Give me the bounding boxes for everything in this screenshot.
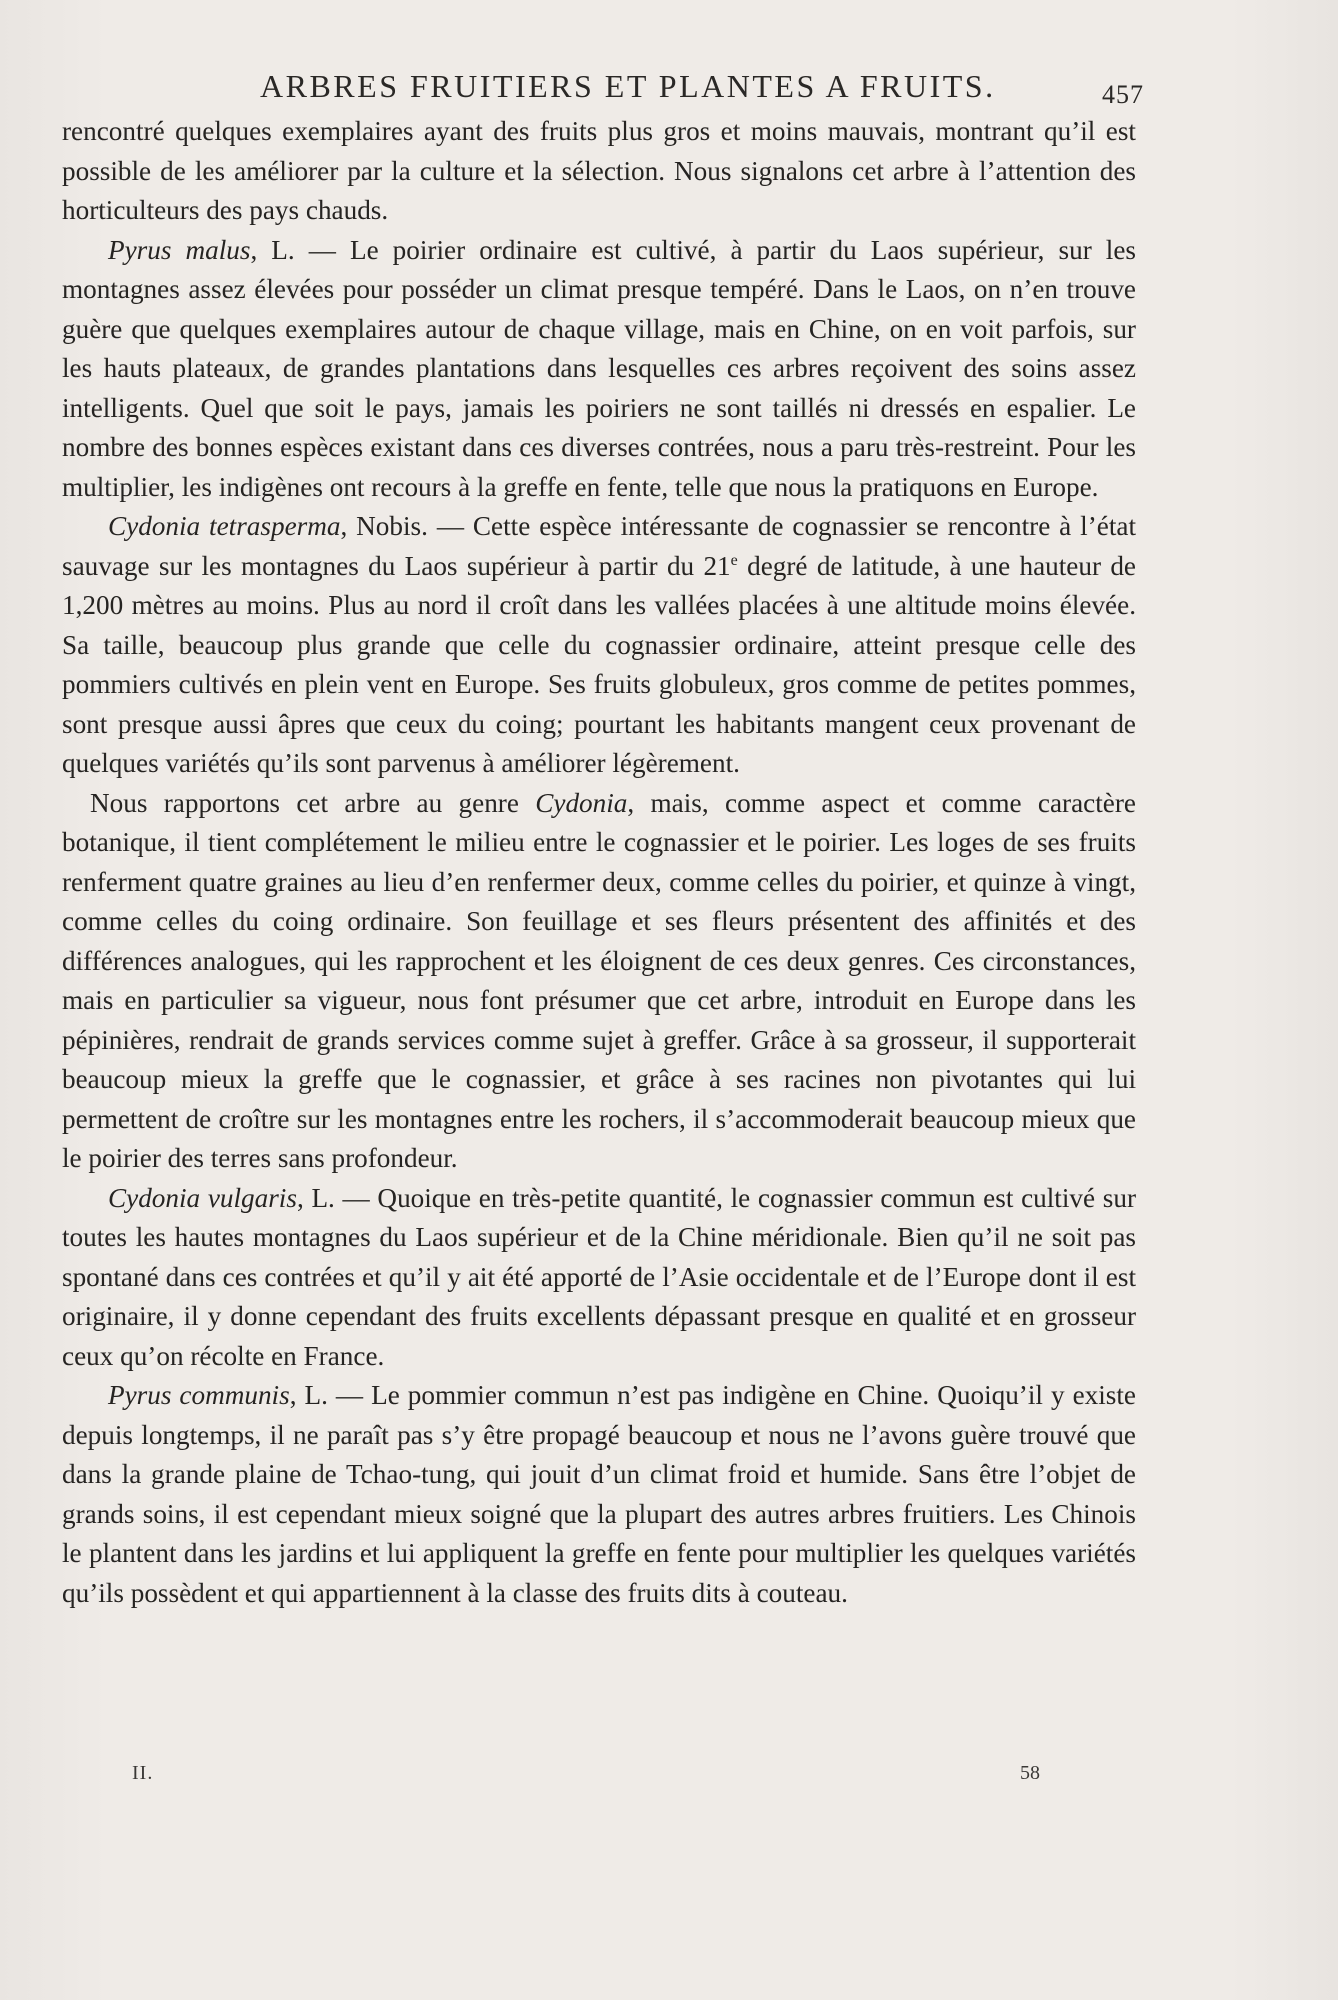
paragraph-genre-cydonia	[62, 784, 1136, 1179]
paragraph-pyrus-communis	[62, 1376, 1136, 1613]
running-title: ARBRES FRUITIERS ET PLANTES A FRUITS.	[260, 68, 996, 104]
paragraph-text: , L. — Le pommier commun n’est pas indigène en Chine. Quoiqu’il y existe depuis longtemps, il ne paraît pas s’y être propagé beaucoup et nous ne l’avons guère trouvé que dans la grande plaine de Tchao-tung, qui jouit d’un climat froid et humide. Sans être l’objet de grands soins, il est cependant mieux soigné que la plupart des autres arbres fruitiers. Les Chinois le plantent dans les jardins et lui appliquent la greffe en fente pour multiplier les quelques variétés qu’ils possèdent et qui appartiennent à la classe des fruits dits à couteau.	[62, 1380, 1136, 1608]
paragraph-text: , L. — Le poirier ordinaire est cultivé, à partir du Laos supérieur, sur les montagnes assez élevées pour posséder un climat presque tempéré. Dans le Laos, on n’en trouve guère que quelques exemplaires autour de chaque village, mais en Chine, on en voit parfois, sur les hauts plateaux, de grandes plantations dans lesquelles ces arbres reçoivent des soins assez intelligents. Quel que soit le pays, jamais les poiriers ne sont taillés ni dressés en espalier. Le nombre des bonnes espèces existant dans ces diverses contrées, nous a paru très-restreint. Pour les multiplier, les indigènes ont recours à la greffe en fente, telle que nous la pratiquons en Europe.	[62, 234, 1136, 502]
paragraph-text: rencontré quelques exemplaires ayant des fruits plus gros et moins mauvais, montrant qu’il est possible de les améliorer par la culture et la sélection. Nous signalons cet arbre à l’attention des horticulteurs des pays chauds.	[62, 116, 1136, 225]
species-name: Pyrus malus	[108, 234, 251, 265]
paragraph-text: , mais, comme aspect et comme caractère botanique, il tient complétement le milieu entre le cognassier et le poirier. Les loges de ses fruits renferment quatre graines au lieu d’en renfermer deux, comme celles du poirier, et quinze à vingt, comme celles du coing ordinaire. Son feuillage et ses fleurs présentent des affinités et des différences analogues, qui les rapprochent et les éloignent de ces deux genres. Ces circonstances, mais en particulier sa vigueur, nous font présumer que cet arbre, introduit en Europe dans les pépinières, rendrait de grands services comme sujet à greffer. Grâce à sa grosseur, il supporterait beaucoup mieux la greffe que le cognassier, et grâce à ses racines non pivotantes qui lui permettent de croître sur les montagnes entre les rochers, il s’accommoderait beaucoup mieux que le poirier des terres sans profondeur.	[62, 787, 1136, 1173]
page-number: 457	[1102, 80, 1144, 109]
paragraph-continuation	[62, 112, 1136, 231]
ordinal-superscript: e	[730, 551, 738, 569]
species-name: Cydonia tetrasperma	[108, 511, 341, 541]
paragraph-cydonia-vulgaris	[62, 1179, 1136, 1377]
running-head	[60, 68, 1144, 112]
species-name: Pyrus communis	[108, 1380, 290, 1410]
volume-signature: II.	[132, 1762, 154, 1784]
paragraph-text: Nous rapportons cet arbre au genre	[90, 787, 536, 818]
body-text	[62, 112, 1136, 1613]
species-name: Cydonia vulgaris	[108, 1182, 297, 1213]
paragraph-text: degré de latitude, à une hauteur de 1,200 mètres au moins. Plus au nord il croît dans les vallées placées à une altitude moins élevée. Sa taille, beaucoup plus grande que celle du cognassier ordinaire, atteint presque celle des pommiers cultivés en plein vent en Europe. Ses fruits globuleux, gros comme de petites pommes, sont presque aussi âpres que ceux du coing; pourtant les habitants mangent ceux provenant de quelques variétés qu’ils sont parvenus à améliorer légèrement.	[62, 550, 1136, 778]
paragraph-pyrus-malus	[62, 231, 1136, 508]
paragraph-cydonia-tetrasperma	[62, 507, 1136, 784]
gathering-number: 58	[1020, 1762, 1040, 1784]
page-footer	[60, 1762, 1140, 1792]
paragraph-text: , Nobis. — Cette espèce intéressante de cognassier se rencontre à l’état sauvage sur les montagnes du Laos supérieur à partir du 21	[62, 511, 1136, 581]
genus-name: Cydonia	[535, 787, 628, 818]
paragraph-text: , L. — Quoique en très-petite quantité, le cognassier commun est cultivé sur toutes les hautes montagnes du Laos supérieur et de la Chine méridionale. Bien qu’il ne soit pas spontané dans ces contrées et qu’il y ait été apporté de l’Asie occidentale et de l’Europe dont il est originaire, il y donne cependant des fruits excellents dépassant presque en qualité et en grosseur ceux qu’on récolte en France.	[62, 1182, 1136, 1371]
